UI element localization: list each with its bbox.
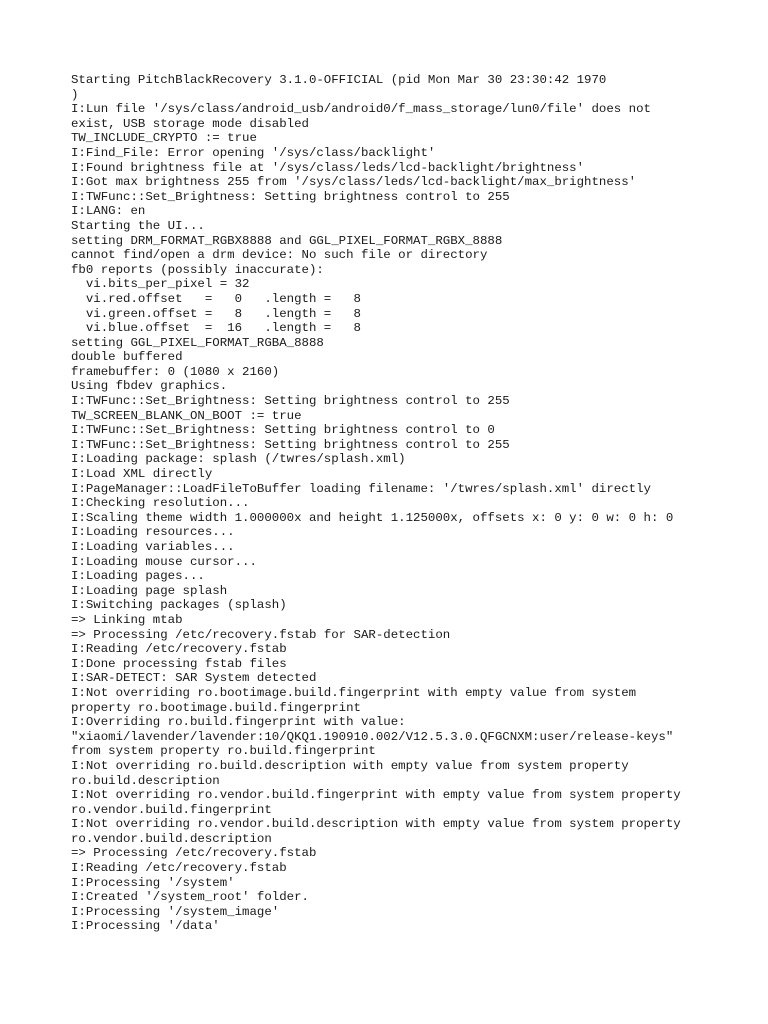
log-line: ro.vendor.build.fingerprint bbox=[71, 802, 272, 817]
log-line: I:Not overriding ro.vendor.build.description with empty value from system property bbox=[71, 817, 681, 832]
log-line: I:TWFunc::Set_Brightness: Setting brightness control to 255 bbox=[71, 437, 510, 452]
log-line: I:Loading page splash bbox=[71, 583, 228, 598]
log-line: from system property ro.build.fingerprint bbox=[71, 744, 376, 759]
log-line: I:Overriding ro.build.fingerprint with value: bbox=[71, 715, 406, 730]
log-line: framebuffer: 0 (1080 x 2160) bbox=[71, 364, 280, 379]
log-line: vi.blue.offset = 16 .length = 8 bbox=[71, 321, 361, 336]
log-line: vi.green.offset = 8 .length = 8 bbox=[71, 306, 361, 321]
log-line: I:TWFunc::Set_Brightness: Setting brightness control to 255 bbox=[71, 394, 510, 409]
log-line: I:Not overriding ro.vendor.build.fingerprint with empty value from system property bbox=[71, 788, 681, 803]
log-line: ro.vendor.build.description bbox=[71, 831, 272, 846]
log-line: I:Created '/system_root' folder. bbox=[71, 890, 309, 905]
log-line: I:TWFunc::Set_Brightness: Setting brightness control to 0 bbox=[71, 423, 495, 438]
log-line: double buffered bbox=[71, 350, 183, 365]
log-line: I:Loading variables... bbox=[71, 540, 235, 554]
log-line: TW_SCREEN_BLANK_ON_BOOT := true bbox=[71, 408, 302, 423]
log-line: cannot find/open a drm device: No such file or directory bbox=[71, 248, 488, 263]
log-line: I:Find_File: Error opening '/sys/class/backlight' bbox=[71, 145, 436, 160]
log-line: I:Found brightness file at '/sys/class/leds/lcd-backlight/brightness' bbox=[71, 160, 585, 175]
log-line: ro.build.description bbox=[71, 773, 220, 788]
log-line: TW_INCLUDE_CRYPTO := true bbox=[71, 131, 257, 146]
log-line: I:Reading /etc/recovery.fstab bbox=[71, 861, 287, 876]
log-line: => Processing /etc/recovery.fstab for SAR-detection bbox=[71, 627, 451, 642]
log-line: I:Switching packages (splash) bbox=[71, 598, 287, 613]
log-document bbox=[71, 73, 761, 934]
log-line: "xiaomi/lavender/lavender:10/QKQ1.190910.002/V12.5.3.0.QFGCNXM:user/release-keys" bbox=[71, 729, 674, 744]
log-line: I:TWFunc::Set_Brightness: Setting brightness control to 255 bbox=[71, 189, 510, 204]
log-line: I:Processing '/data' bbox=[71, 919, 220, 934]
log-line: I:Not overriding ro.bootimage.build.fingerprint with empty value from system bbox=[71, 685, 637, 700]
log-line: I:Scaling theme width 1.000000x and height 1.125000x, offsets x: 0 y: 0 w: 0 h: 0 bbox=[71, 510, 674, 525]
log-line: => Processing /etc/recovery.fstab bbox=[71, 846, 317, 861]
log-line: property ro.bootimage.build.fingerprint bbox=[71, 700, 361, 715]
log-line: vi.red.offset = 0 .length = 8 bbox=[71, 291, 361, 306]
log-line: I:Loading resources... bbox=[71, 525, 235, 540]
log-line: I:Done processing fstab files bbox=[71, 656, 287, 671]
log-line: vi.bits_per_pixel = 32 bbox=[71, 277, 250, 292]
log-line: I:PageManager::LoadFileToBuffer loading filename: '/twres/splash.xml' directly bbox=[71, 481, 651, 496]
log-line: Using fbdev graphics. bbox=[71, 379, 228, 394]
log-line: Starting the UI... bbox=[71, 218, 205, 233]
log-line: I:Processing '/system' bbox=[71, 875, 235, 890]
log-text-block bbox=[71, 73, 761, 934]
log-line: I:Loading mouse cursor... bbox=[71, 554, 257, 569]
log-line: fb0 reports (possibly inaccurate): bbox=[71, 262, 324, 277]
log-line: Starting PitchBlackRecovery 3.1.0-OFFICIAL (pid Mon Mar 30 23:30:42 1970 bbox=[71, 73, 607, 87]
log-line: I:Processing '/system_image' bbox=[71, 904, 280, 919]
log-line: => Linking mtab bbox=[71, 612, 183, 627]
log-line: I:Reading /etc/recovery.fstab bbox=[71, 642, 287, 657]
log-line: I:Loading pages... bbox=[71, 569, 205, 584]
log-line: I:SAR-DETECT: SAR System detected bbox=[71, 671, 317, 686]
log-line: I:Got max brightness 255 from '/sys/class/leds/lcd-backlight/max_brightness' bbox=[71, 175, 637, 190]
log-line: I:Checking resolution... bbox=[71, 496, 250, 511]
log-line: I:Load XML directly bbox=[71, 467, 213, 482]
log-line: I:Loading package: splash (/twres/splash.xml) bbox=[71, 452, 406, 467]
log-line: setting DRM_FORMAT_RGBX8888 and GGL_PIXEL_FORMAT_RGBX_8888 bbox=[71, 233, 503, 248]
log-line: I:LANG: en bbox=[71, 204, 146, 219]
log-line: I:Lun file '/sys/class/android_usb/android0/f_mass_storage/lun0/file' does not bbox=[71, 102, 651, 117]
log-line: ) bbox=[71, 87, 79, 102]
log-line: exist, USB storage mode disabled bbox=[71, 116, 309, 131]
log-line: setting GGL_PIXEL_FORMAT_RGBA_8888 bbox=[71, 335, 324, 350]
log-line: I:Not overriding ro.build.description with empty value from system property bbox=[71, 758, 629, 773]
